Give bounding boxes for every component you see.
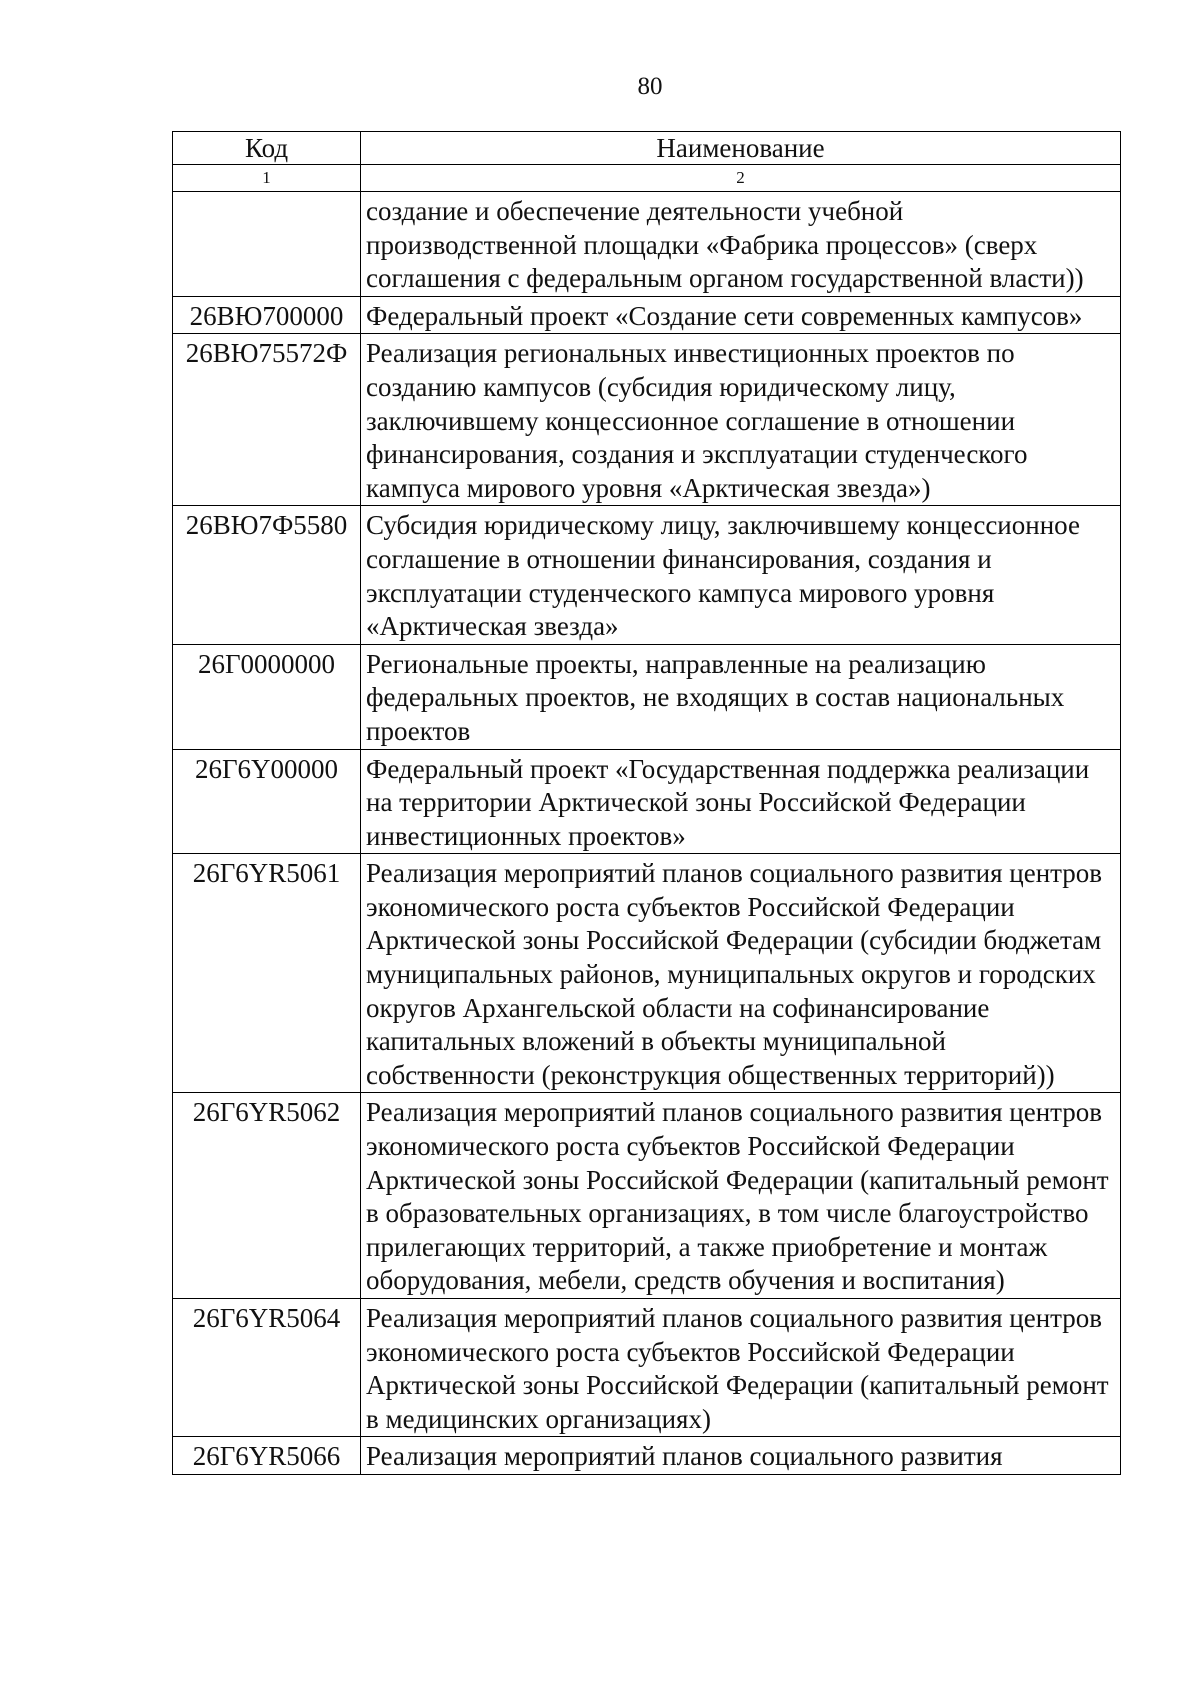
header-code: Код — [173, 132, 361, 165]
page-number: 80 — [637, 73, 663, 100]
table-row — [173, 749, 1121, 854]
row-name: Реализация мероприятий планов социального развития центров экономического роста субъектов Российской Федерации Арктической зоны Российской Федерации (субсидии бюджетам муниципальных районов, муниципальных округов и городских округов Архангельской области на софинансирование капитальных вложений в объекты муниципальной собственности (реконструкция общественных территорий)) — [361, 854, 1121, 1093]
column-number-row — [173, 165, 1121, 192]
row-code — [173, 192, 361, 297]
row-name: Федеральный проект «Создание сети современных кампусов» — [361, 296, 1121, 334]
table-body — [173, 192, 1121, 1475]
row-code: 26Г6YR5062 — [173, 1093, 361, 1299]
row-code: 26Г6Y00000 — [173, 749, 361, 854]
code-table — [172, 131, 1121, 1475]
table-row — [173, 334, 1121, 506]
row-name: Региональные проекты, направленные на реализацию федеральных проектов, не входящих в состав национальных проектов — [361, 644, 1121, 749]
table-row — [173, 644, 1121, 749]
row-code: 26ВЮ75572Ф — [173, 334, 361, 506]
row-name: Реализация мероприятий планов социального развития центров экономического роста субъектов Российской Федерации Арктической зоны Российской Федерации (капитальный ремонт в медицинских организациях) — [361, 1299, 1121, 1437]
column-number-1: 1 — [173, 165, 361, 192]
table-row — [173, 1093, 1121, 1299]
table-row — [173, 1299, 1121, 1437]
table-row — [173, 296, 1121, 334]
row-code: 26Г6YR5064 — [173, 1299, 361, 1437]
header-name: Наименование — [361, 132, 1121, 165]
header-row — [173, 132, 1121, 165]
row-code: 26ВЮ7Ф5580 — [173, 506, 361, 644]
row-name: создание и обеспечение деятельности учебной производственной площадки «Фабрика процессов» (сверх соглашения с федеральным органом государственной власти)) — [361, 192, 1121, 297]
row-name: Реализация мероприятий планов социального развития центров экономического роста субъектов Российской Федерации Арктической зоны Российской Федерации (капитальный ремонт в образовательных организациях, в том числе благоустройство прилегающих территорий, а также приобретение и монтаж оборудования, мебели, средств обучения и воспитания) — [361, 1093, 1121, 1299]
row-name: Федеральный проект «Государственная поддержка реализации на территории Арктической зоны Российской Федерации инвестиционных проектов» — [361, 749, 1121, 854]
row-name: Субсидия юридическому лицу, заключившему концессионное соглашение в отношении финансирования, создания и эксплуатации студенческого кампуса мирового уровня «Арктическая звезда» — [361, 506, 1121, 644]
row-code: 26Г0000000 — [173, 644, 361, 749]
row-code: 26Г6YR5061 — [173, 854, 361, 1093]
table-row — [173, 506, 1121, 644]
table-row — [173, 1437, 1121, 1475]
column-number-2: 2 — [361, 165, 1121, 192]
row-name: Реализация мероприятий планов социального развития — [361, 1437, 1121, 1475]
row-code: 26ВЮ700000 — [173, 296, 361, 334]
row-name: Реализация региональных инвестиционных проектов по созданию кампусов (субсидия юридическому лицу, заключившему концессионное соглашение в отношении финансирования, создания и эксплуатации студенческого кампуса мирового уровня «Арктическая звезда») — [361, 334, 1121, 506]
row-code: 26Г6YR5066 — [173, 1437, 361, 1475]
table-row — [173, 854, 1121, 1093]
table-row — [173, 192, 1121, 297]
